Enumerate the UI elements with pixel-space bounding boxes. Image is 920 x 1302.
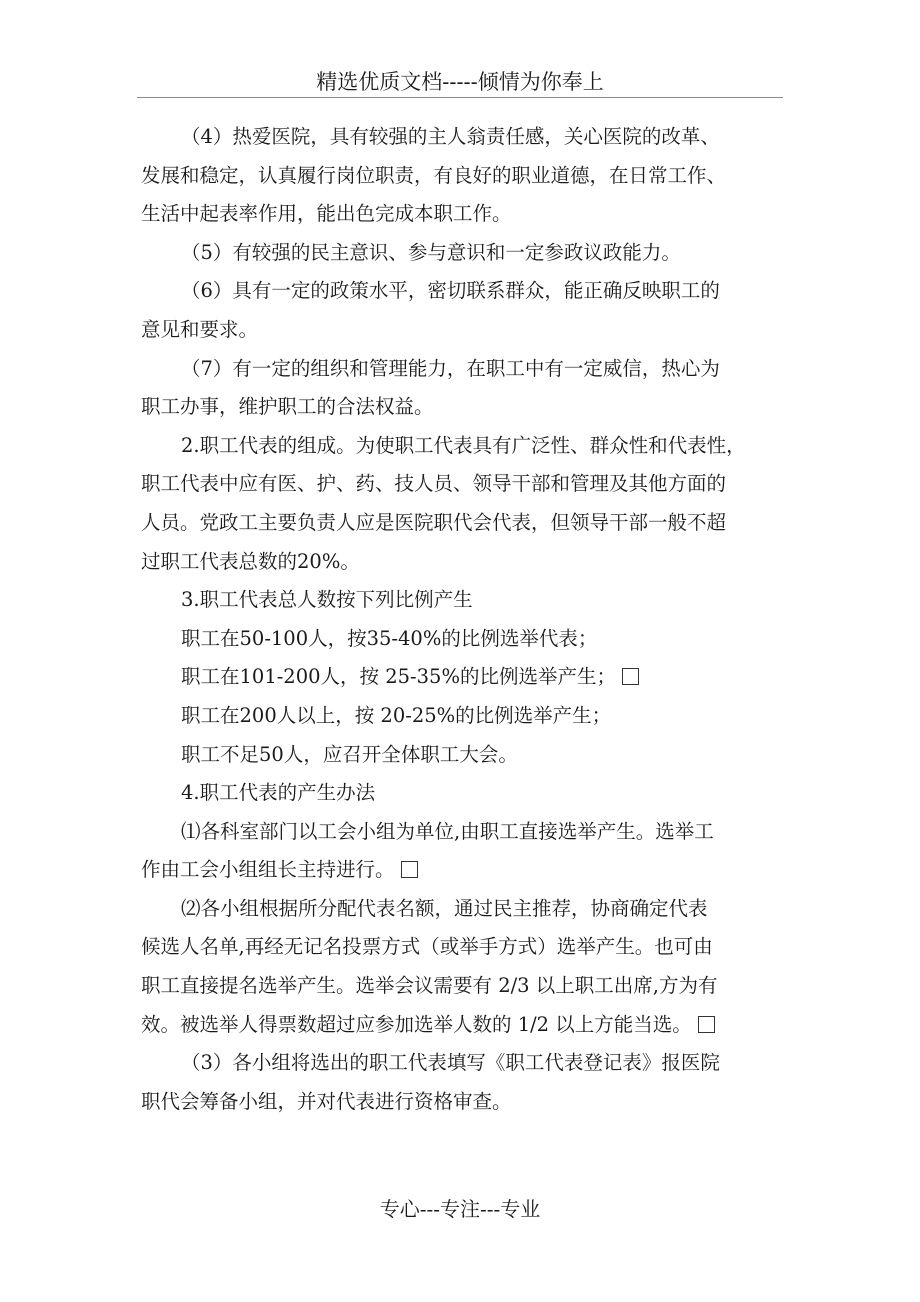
ratio-text: 职工在200人以上，按 20-25%的比例选举产生； [181,703,612,727]
text-line: 职工直接提名选举产生。选举会议需要有 2/3 以上职工出席,方为有 [141,974,718,998]
ratio-item [141,620,781,659]
ratio-text: 职工在101-200人，按 25-35%的比例选举产生； [181,665,616,689]
text-line: 意见和要求。 [141,317,259,341]
page-header: 精选优质文档-----倾情为你奉上 [316,70,604,94]
checkbox-placeholder-icon [401,861,418,878]
text-line: ⑴各科室部门以工会小组为单位,由职工直接选举产生。选举工 [181,819,714,843]
text-line: 效。被选举人得票数超过应参加选举人数的 1/2 以上方能当选。 [141,1012,692,1036]
ratio-text: 职工在50-100人，按35-40%的比例选举代表； [181,626,598,650]
section-2-composition [141,427,781,581]
text-line: （3）各小组将选出的职工代表填写《职工代表登记表》报医院 [181,1051,720,1075]
section-3-title: 3.职工代表总人数按下列比例产生 [181,588,473,612]
text-line: 职代会筹备小组，并对代表进行资格审查。 [141,1089,512,1113]
ratio-text: 职工不足50人，应召开全体职工大会。 [181,742,518,766]
text-line: （7）有一定的组织和管理能力，在职工中有一定威信，热心为 [181,356,720,380]
text-line: （4）热爱医院，具有较强的主人翁责任感，关心医院的改革、 [181,125,720,148]
text-line: 职工代表中应有医、护、药、技人员、领导干部和管理及其他方面的 [141,472,727,496]
text-line: 生活中起表率作用，能出色完成本职工作。 [141,202,512,226]
text-line: 2.职工代表的组成。为使职工代表具有广泛性、群众性和代表性， [181,433,746,457]
text-line: 过职工代表总数的20%。 [141,549,360,573]
ratio-item [141,697,781,736]
ratio-item [141,658,781,697]
checkbox-placeholder-icon [622,668,639,685]
paragraph-item-6 [141,272,781,349]
checkbox-placeholder-icon [698,1016,715,1033]
section-4-paragraph-3 [141,1044,781,1121]
paragraph-item-5 [141,234,781,273]
ratio-item [141,736,781,775]
paragraph-item-7 [141,350,781,427]
paragraph-item-4 [141,118,781,234]
text-line: 人员。党政工主要负责人应是医院职代会代表，但领导干部一般不超 [141,510,727,534]
text-line: 发展和稳定，认真履行岗位职责，有良好的职业道德，在日常工作、 [141,163,727,187]
page-footer: 专心---专注---专业 [379,1197,541,1221]
section-4-title: 4.职工代表的产生办法 [181,781,376,805]
header-divider [137,97,783,98]
document-body [141,118,781,1121]
text-line: （6）具有一定的政策水平，密切联系群众，能正确反映职工的 [181,279,720,303]
section-4-paragraph-1 [141,813,781,890]
text-line: （5）有较强的民主意识、参与意识和一定参政议政能力。 [181,240,681,264]
text-line: 作由工会小组组长主持进行。 [141,858,395,882]
section-4-paragraph-2 [141,890,781,1044]
text-line: 候选人名单,再经无记名投票方式（或举手方式）选举产生。也可由 [141,935,713,959]
text-line: 职工办事，维护职工的合法权益。 [141,395,434,419]
text-line: ⑵各小组根据所分配代表名额，通过民主推荐，协商确定代表 [181,896,708,920]
